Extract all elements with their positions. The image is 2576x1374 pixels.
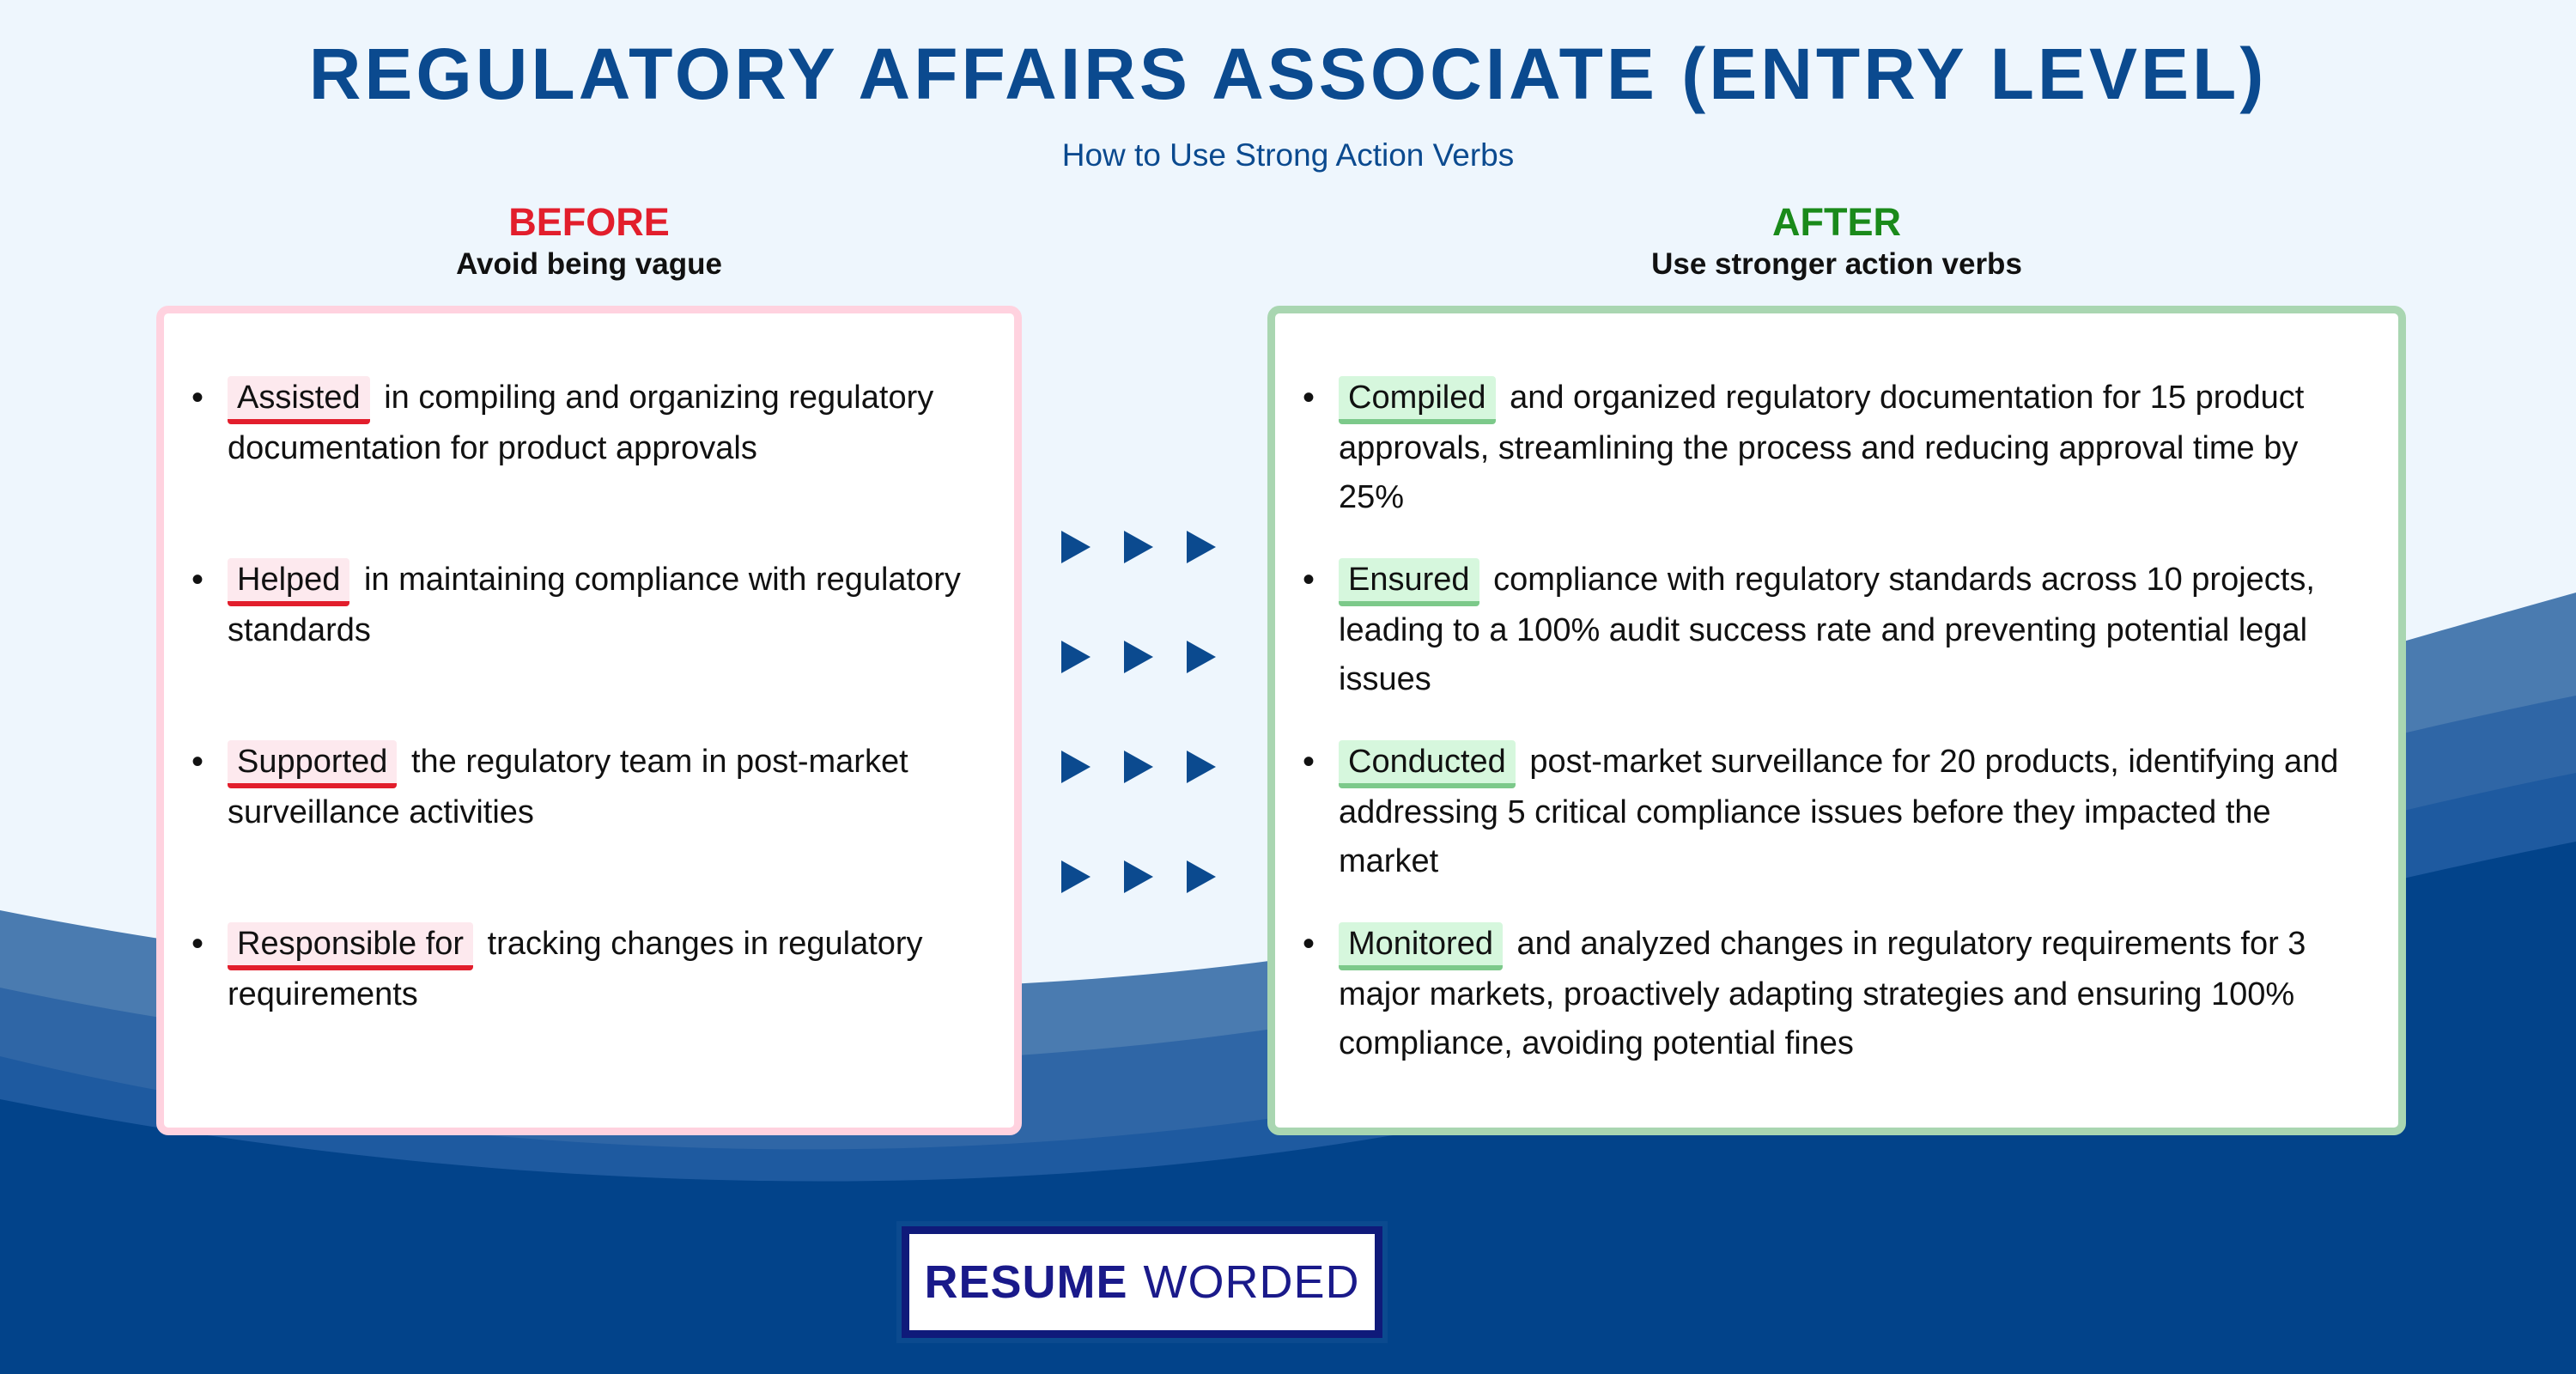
after-label: AFTER: [1772, 200, 1901, 244]
logo-regular-text: WORDED: [1143, 1256, 1360, 1308]
after-item-text: compliance with regulatory standards across 10 projects, leading to a 100% audit success rate and preventing potential legal issues: [1339, 562, 2315, 697]
arrow-right-icon: [1187, 531, 1216, 563]
bullet-icon: •: [191, 925, 204, 963]
arrow-right-icon: [1124, 751, 1153, 783]
bullet-icon: •: [191, 561, 204, 599]
arrow-right-icon: [1187, 860, 1216, 893]
arrow-right-icon: [1061, 860, 1091, 893]
after-item-text: post-market surveillance for 20 products, identifying and addressing 5 critical compliance issues before they impacted the market: [1339, 744, 2339, 879]
arrow-right-icon: [1061, 531, 1091, 563]
before-card: [156, 306, 1022, 1135]
resume-worded-logo[interactable]: [902, 1226, 1382, 1338]
after-item: [1303, 738, 2369, 886]
before-item: [191, 920, 983, 1019]
bullet-icon: •: [1303, 561, 1315, 599]
arrow-group: [1061, 635, 1216, 678]
before-item: [191, 738, 983, 837]
bullet-icon: •: [1303, 743, 1315, 781]
arrow-right-icon: [1124, 531, 1153, 563]
after-item: [1303, 920, 2369, 1068]
bullet-icon: •: [191, 743, 204, 781]
bullet-icon: •: [191, 379, 204, 416]
before-item-text: tracking changes in regulatory requirements: [228, 926, 923, 1012]
arrow-group: [1061, 745, 1216, 788]
arrow-right-icon: [1124, 860, 1153, 893]
before-sublabel: Avoid being vague: [456, 247, 722, 281]
before-item: [191, 556, 983, 655]
bullet-icon: •: [1303, 379, 1315, 416]
weak-verb-highlight: Assisted: [228, 376, 370, 424]
weak-verb-highlight: Responsible for: [228, 922, 473, 970]
after-item-text: and analyzed changes in regulatory requirements for 3 major markets, proactively adapting strategies and ensuring 100% compliance, avoiding potential fines: [1339, 926, 2306, 1061]
before-header: [156, 199, 1022, 283]
logo-bold-text: RESUME: [924, 1256, 1128, 1308]
before-item: [191, 374, 983, 473]
after-item-text: and organized regulatory documentation for 15 product approvals, streamlining the process and reducing approval time by 25%: [1339, 380, 2305, 515]
before-item-text: in compiling and organizing regulatory documentation for product approvals: [228, 380, 934, 466]
strong-verb-highlight: Ensured: [1339, 558, 1479, 606]
arrow-group: [1061, 526, 1216, 568]
before-item-text: in maintaining compliance with regulatory standards: [228, 562, 961, 648]
arrow-right-icon: [1187, 751, 1216, 783]
weak-verb-highlight: Helped: [228, 558, 349, 606]
arrow-right-icon: [1124, 641, 1153, 673]
arrow-right-icon: [1187, 641, 1216, 673]
arrow-right-icon: [1061, 641, 1091, 673]
page-title: REGULATORY AFFAIRS ASSOCIATE (ENTRY LEVEL): [308, 33, 2268, 114]
before-item-text: the regulatory team in post-market surveillance activities: [228, 744, 908, 830]
strong-verb-highlight: Conducted: [1339, 740, 1516, 788]
strong-verb-highlight: Monitored: [1339, 922, 1503, 970]
bullet-icon: •: [1303, 925, 1315, 963]
after-item: [1303, 556, 2369, 704]
weak-verb-highlight: Supported: [228, 740, 397, 788]
arrow-right-icon: [1061, 751, 1091, 783]
after-card: [1267, 306, 2406, 1135]
after-header: [1267, 199, 2406, 283]
before-label: BEFORE: [508, 200, 670, 244]
arrow-group: [1061, 855, 1216, 898]
strong-verb-highlight: Compiled: [1339, 376, 1496, 424]
page-subtitle: How to Use Strong Action Verbs: [1061, 137, 1515, 173]
after-item: [1303, 374, 2369, 522]
after-sublabel: Use stronger action verbs: [1651, 247, 2022, 281]
